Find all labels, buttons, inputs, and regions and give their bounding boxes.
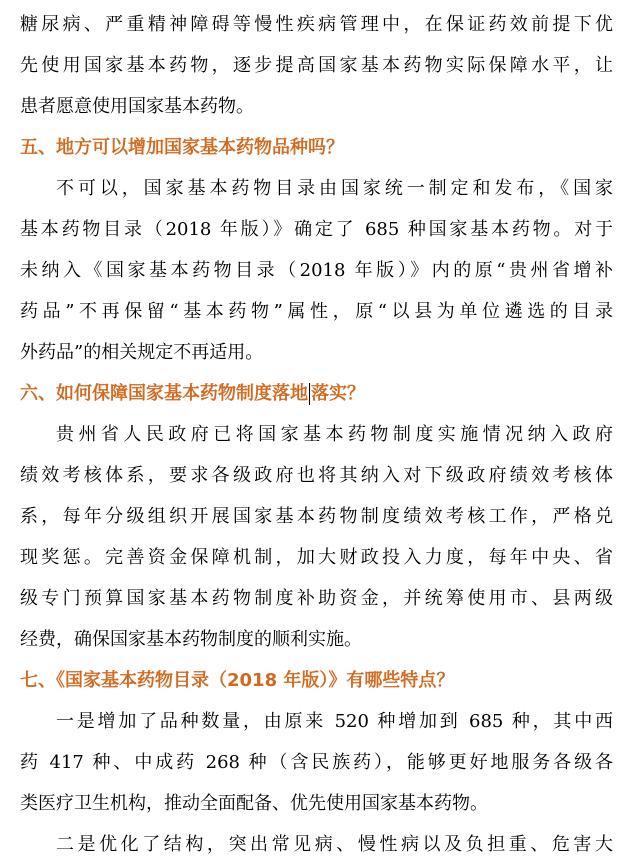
section-6-line-6: 经费，确保国家基本药物制度的顺利实施。 bbox=[20, 629, 362, 650]
section-7-line-4: 二是优化了结构，突出常见病、慢性病以及负担重、危害大 bbox=[56, 834, 613, 855]
section-5-line-3: 未纳入《国家基本药物目录（2018 年版）》内的原“贵州省增补 bbox=[20, 260, 613, 281]
section-5-line-2: 基本药物目录（2018 年版）》确定了 685 种国家基本药物。对于 bbox=[20, 219, 613, 240]
section-5-line-5: 外药品”的相关规定不再适用。 bbox=[20, 342, 264, 363]
section-6-heading[interactable] bbox=[20, 373, 613, 414]
section-6-line-1: 贵州省人民政府已将国家基本药物制度实施情况纳入政府 bbox=[56, 424, 613, 445]
section-5-heading: 五、地方可以增加国家基本药物品种吗？ bbox=[20, 137, 344, 158]
section-6-heading-part-1: 六、如何保障国家基本药物制度落地 bbox=[20, 383, 308, 404]
intro-line-2: 先使用国家基本药物，逐步提高国家基本药物实际保障水平，让 bbox=[20, 55, 613, 76]
section-6-line-3: 系，每年分级组织开展国家基本药物制度绩效考核工作，严格兑 bbox=[20, 506, 613, 527]
section-6-line-2: 绩效考核体系，要求各级政府也将其纳入对下级政府绩效考核体 bbox=[20, 465, 613, 486]
section-6-line-4: 现奖惩。完善资金保障机制，加大财政投入力度，每年中央、省 bbox=[20, 547, 613, 568]
section-7-line-2: 药 417 种、中成药 268 种（含民族药），能够更好地服务各级各 bbox=[20, 752, 613, 773]
document-page bbox=[20, 4, 613, 865]
intro-line-1: 糖尿病、严重精神障碍等慢性疾病管理中，在保证药效前提下优 bbox=[20, 14, 613, 35]
section-6-line-5: 级专门预算国家基本药物制度补助资金，并统筹使用市、县两级 bbox=[20, 588, 613, 609]
section-7-line-1: 一是增加了品种数量，由原来 520 种增加到 685 种，其中西 bbox=[56, 711, 613, 732]
text-cursor bbox=[309, 383, 310, 405]
section-6-heading-part-2: 落实？ bbox=[311, 383, 365, 404]
section-7-line-3: 类医疗卫生机构，推动全面配备、优先使用国家基本药物。 bbox=[20, 793, 488, 814]
intro-line-3: 患者愿意使用国家基本药物。 bbox=[20, 96, 254, 117]
section-5-line-1: 不可以，国家基本药物目录由国家统一制定和发布，《国家 bbox=[56, 178, 613, 199]
section-5-line-4: 药品”不再保留“基本药物”属性，原“以县为单位遴选的目录 bbox=[20, 301, 613, 322]
section-7-heading: 七、《国家基本药物目录（2018 年版）》有哪些特点？ bbox=[20, 670, 455, 691]
